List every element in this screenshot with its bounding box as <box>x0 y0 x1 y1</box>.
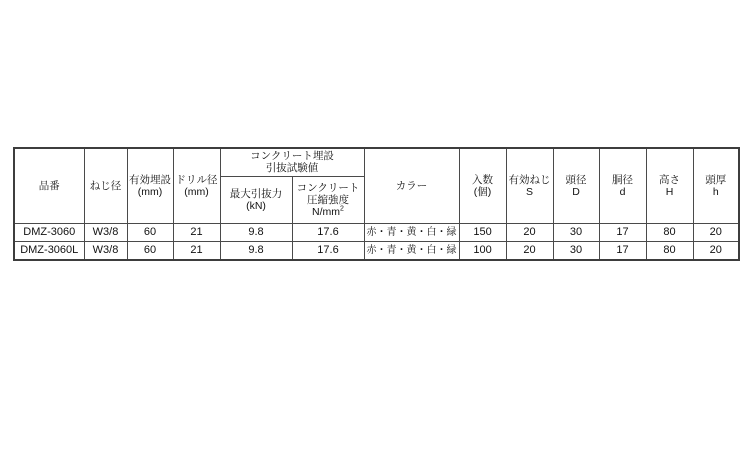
cell-drill-kei: 21 <box>173 241 220 260</box>
col-header-yuko-neji-line1: 有効ねじ <box>508 173 551 186</box>
col-header-dou-kei <box>599 148 646 223</box>
cell-takasa: 80 <box>646 241 693 260</box>
col-header-drill-kei <box>173 148 220 223</box>
col-subheader-compressive-strength <box>292 176 364 223</box>
spec-table <box>13 147 740 261</box>
col-header-drill-kei-line2: (mm) <box>184 185 209 198</box>
cell-takasa: 80 <box>646 223 693 241</box>
cell-dou-kei: 17 <box>599 223 646 241</box>
cell-atama-kei: 30 <box>553 223 599 241</box>
col-header-neji-kei-label: ねじ径 <box>89 179 122 192</box>
cell-yuko-neji: 20 <box>506 241 553 260</box>
cell-atama-atsu: 20 <box>693 223 739 241</box>
cell-hinban: DMZ-3060L <box>14 241 84 260</box>
unit-superscript: 2 <box>340 205 344 212</box>
col-header-atama-atsu <box>693 148 739 223</box>
col-header-hinban-label: 品番 <box>38 179 60 192</box>
cell-dou-kei: 17 <box>599 241 646 260</box>
cell-irisu: 150 <box>459 223 506 241</box>
col-header-irisu-line1: 入数 <box>472 173 494 186</box>
spec-table-container <box>13 147 740 261</box>
col-group-header-line2: 引抜試験値 <box>265 162 319 175</box>
col-header-dou-kei-line2: d <box>619 185 626 198</box>
cell-color: 赤・青・黄・白・緑 <box>364 241 459 260</box>
cell-atama-atsu: 20 <box>693 241 739 260</box>
col-group-header-pullout-test <box>220 148 364 176</box>
col-header-drill-kei-line1: ドリル径 <box>175 173 218 186</box>
col-header-atama-kei-line1: 頭径 <box>565 173 587 186</box>
cell-hinban: DMZ-3060 <box>14 223 84 241</box>
cell-yuko-neji: 20 <box>506 223 553 241</box>
col-header-yuko-maisetsu-line2: (mm) <box>137 185 163 198</box>
col-header-atama-kei-line2: D <box>572 185 580 198</box>
cell-yuko-maisetsu: 60 <box>127 241 173 260</box>
cell-color: 赤・青・黄・白・緑 <box>364 223 459 241</box>
col-header-color-label: カラー <box>395 179 428 192</box>
col-header-color <box>364 148 459 223</box>
col-subheader-max-pullout-line1: 最大引抜力 <box>229 187 283 200</box>
cell-irisu: 100 <box>459 241 506 260</box>
cell-neji-kei: W3/8 <box>84 241 127 260</box>
col-header-takasa-line2: H <box>665 185 674 198</box>
col-header-atama-atsu-line1: 頭厚 <box>705 173 727 186</box>
cell-yuko-maisetsu: 60 <box>127 223 173 241</box>
col-header-takasa-line1: 高さ <box>659 173 681 186</box>
unit-base: N/mm <box>312 205 341 218</box>
table-row-dmz-3060 <box>14 223 739 241</box>
col-header-atama-kei <box>553 148 599 223</box>
col-header-yuko-maisetsu-line1: 有効埋設 <box>129 173 171 186</box>
col-subheader-compressive-line1: コンクリート <box>296 181 360 194</box>
col-subheader-compressive-line2: 圧縮強度 <box>307 193 349 206</box>
cell-neji-kei: W3/8 <box>84 223 127 241</box>
col-subheader-compressive-unit <box>293 206 364 218</box>
cell-max-hikinuki: 9.8 <box>220 223 292 241</box>
col-header-hinban <box>14 148 84 223</box>
col-subheader-max-pullout <box>220 176 292 223</box>
col-header-neji-kei <box>84 148 127 223</box>
col-header-yuko-neji-line2: S <box>526 185 534 198</box>
col-group-header-line1: コンクリート埋設 <box>250 150 334 163</box>
col-header-irisu <box>459 148 506 223</box>
cell-atama-kei: 30 <box>553 241 599 260</box>
cell-assyuku: 17.6 <box>292 223 364 241</box>
cell-assyuku: 17.6 <box>292 241 364 260</box>
col-header-dou-kei-line1: 胴径 <box>612 173 634 186</box>
table-row-dmz-3060l <box>14 241 739 260</box>
cell-max-hikinuki: 9.8 <box>220 241 292 260</box>
col-header-yuko-maisetsu <box>127 148 173 223</box>
col-header-takasa <box>646 148 693 223</box>
col-subheader-max-pullout-line2: (kN) <box>246 199 266 212</box>
cell-drill-kei: 21 <box>173 223 220 241</box>
col-header-irisu-line2: (個) <box>473 185 492 198</box>
col-header-yuko-neji <box>506 148 553 223</box>
col-header-atama-atsu-line2: h <box>712 185 719 198</box>
